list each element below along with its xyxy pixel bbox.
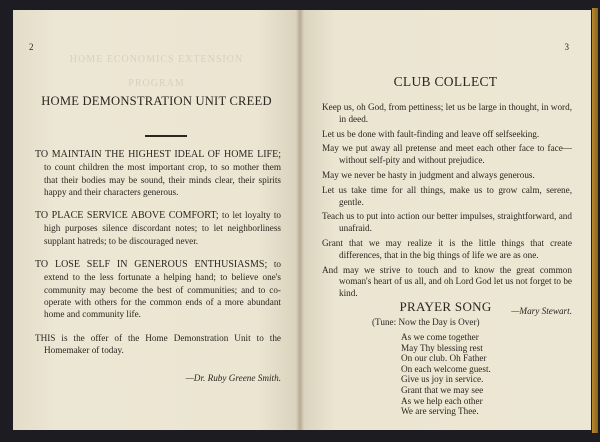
creed-paragraph: TO MAINTAIN THE HIGHEST IDEAL OF HOME LIFE; to count children the most important crop, to so mother them that their bodies may be sound, their minds clear, their spirits happy and their characters generous.	[35, 149, 281, 197]
creed-body	[35, 148, 281, 384]
song-title: PRAYER SONG	[399, 299, 492, 314]
collect-title: CLUB COLLECT	[393, 74, 498, 89]
lyric-line: On each welcome guest.	[401, 363, 491, 374]
book-gutter	[296, 10, 304, 430]
collect-line: Grant that we may realize it is the little things that create differences, that in the big things of life we are as one.	[322, 237, 572, 260]
left-page	[13, 10, 300, 430]
song-lyrics	[401, 332, 491, 417]
lyric-line: As we help each other	[401, 395, 483, 406]
collect-line: Keep us, oh God, from pettiness; let us be large in thought, in word, in deed.	[322, 102, 572, 124]
collect-line: Let us take time for all things, make us to grow calm, serene, gentle.	[322, 184, 572, 207]
lyric-line: Grant that we may see	[401, 384, 484, 395]
creed-paragraph: TO PLACE SERVICE ABOVE COMFORT; to let loyalty to high purposes silence discordant notes; to let neighborliness supplant hatreds; to be discouraged never.	[35, 210, 281, 246]
creed-attribution: —Dr. Ruby Greene Smith.	[185, 373, 281, 384]
creed-title: HOME DEMONSTRATION UNIT CREED	[41, 94, 272, 108]
collect-line: May we never be hasty in judgment and always generous.	[322, 169, 535, 180]
collect-line: Let us be done with fault-finding and leave off selfseeking.	[322, 128, 540, 139]
page-number: 3	[564, 42, 569, 52]
book-edge	[592, 8, 598, 433]
creed-closing: THIS is the offer of the Home Demonstration Unit to the Homemaker of today.	[35, 332, 281, 355]
lyric-line: We are serving Thee.	[401, 406, 479, 417]
lyric-line: Give us joy in service.	[401, 374, 484, 385]
show-through-text: PROGRAM	[128, 78, 185, 89]
lyric-line: As we come together	[401, 332, 479, 342]
page-number: 2	[29, 42, 34, 52]
collect-line: And may we strive to touch and to know the great common woman's heart of us all, and oh Lord God let us not forget to be kind.	[322, 264, 572, 299]
lyric-line: On our club. Oh Father	[401, 353, 487, 364]
song-tune: (Tune: Now the Day is Over)	[372, 317, 480, 327]
lyric-line: May Thy blessing rest	[401, 342, 483, 353]
show-through-text: HOME ECONOMICS EXTENSION	[69, 54, 244, 65]
collect-attribution: —Mary Stewart.	[511, 305, 572, 316]
collect-line: Teach us to put into action our better impulses, straightforward, and unafraid.	[322, 211, 572, 234]
title-rule	[145, 135, 187, 137]
right-page	[300, 10, 591, 430]
collect-line: May we put away all pretense and meet each other face to face—without self-pity and without prejudice.	[322, 143, 572, 166]
creed-paragraph: TO LOSE SELF IN GENEROUS ENTHUSIASMS; to extend to the less fortunate a helping hand; to believe one's community may become the best of communities; and to co-operate with others for the common ends of a more abundant home and community life.	[35, 259, 281, 320]
collect-body	[322, 102, 572, 318]
